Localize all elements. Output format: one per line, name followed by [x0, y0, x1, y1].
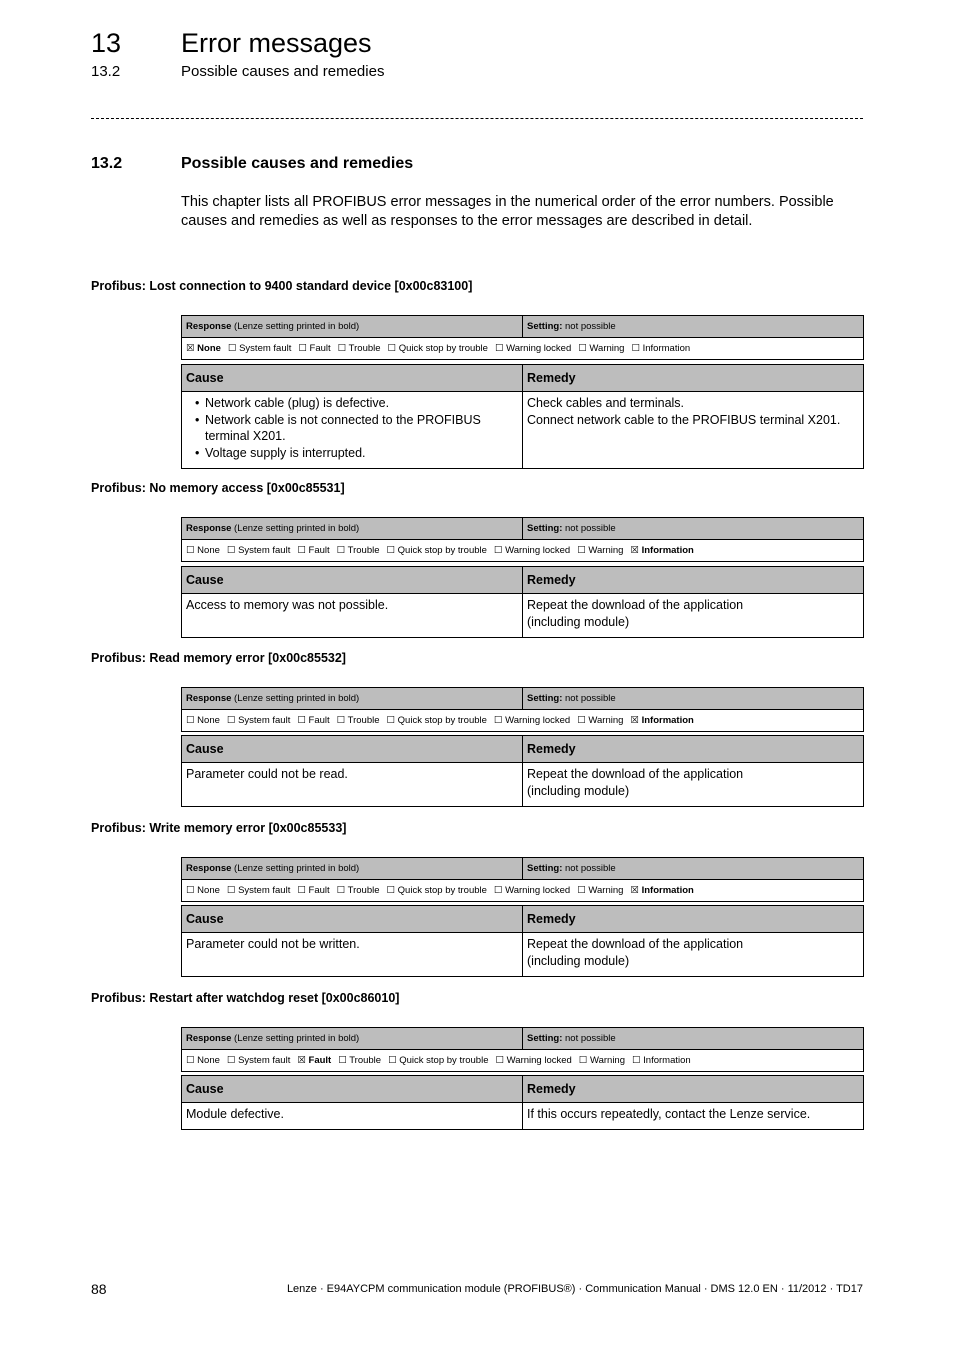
response-option-label: Trouble — [347, 885, 380, 896]
unchecked-box-icon: ☐ — [578, 1055, 588, 1066]
response-label: Response — [186, 693, 232, 704]
remedy-line: (including module) — [527, 614, 630, 629]
remedy-line: Repeat the download of the application — [527, 598, 744, 612]
unchecked-box-icon: ☐ — [186, 715, 195, 726]
unchecked-box-icon: ☐ — [297, 715, 306, 726]
response-option-label: Fault — [308, 715, 330, 726]
unchecked-box-icon: ☐ — [338, 1055, 347, 1066]
error-heading: Profibus: No memory access [0x00c85531] — [91, 481, 345, 495]
response-header-row — [182, 518, 864, 540]
unchecked-box-icon: ☐ — [298, 343, 307, 354]
remedy-header: Remedy — [523, 365, 864, 392]
response-option-fault — [298, 343, 330, 354]
section-number: 13.2 — [91, 155, 123, 172]
checked-box-icon: ☒ — [297, 1055, 306, 1066]
response-option-label: None — [197, 545, 220, 556]
remedy-line: Connect network cable to the PROFIBUS terminal X201. — [527, 412, 841, 427]
response-header-row — [182, 688, 864, 710]
response-header-row — [182, 1028, 864, 1050]
remedy-line: Repeat the download of the application — [527, 767, 744, 781]
response-option-trouble — [337, 885, 380, 896]
unchecked-box-icon: ☐ — [386, 545, 396, 556]
unchecked-box-icon: ☐ — [577, 715, 586, 726]
cause-cell — [182, 594, 523, 638]
cause-item: • Network cable is not connected to the PROFIBUS terminal X201. — [205, 412, 518, 445]
checked-box-icon: ☒ — [186, 343, 195, 354]
response-option-label: Warning — [588, 715, 624, 726]
response-option-label: Trouble — [347, 715, 380, 726]
remedy-line: (including module) — [527, 953, 630, 968]
chapter-title: Error messages — [181, 28, 372, 58]
remedy-cell — [523, 933, 864, 977]
response-option-trouble — [338, 1055, 381, 1066]
response-option-label: Warning — [588, 545, 624, 556]
response-label: Response — [186, 863, 232, 874]
response-option-label: System fault — [238, 1055, 291, 1066]
response-option-label: Fault — [309, 343, 331, 354]
response-header-cell — [182, 518, 523, 540]
unchecked-box-icon: ☐ — [388, 1055, 397, 1066]
response-option-fault — [297, 545, 329, 556]
cause-text: Module defective. — [186, 1107, 284, 1121]
response-option-system-fault — [227, 715, 290, 726]
setting-label: Setting: — [527, 693, 563, 704]
unchecked-box-icon: ☐ — [387, 343, 397, 354]
remedy-line: (including module) — [527, 783, 630, 798]
cause-cell — [182, 1103, 523, 1130]
response-option-none — [186, 343, 221, 354]
setting-label: Setting: — [527, 1033, 563, 1044]
setting-value: not possible — [565, 863, 616, 874]
cause-header: Cause — [182, 906, 523, 933]
remedy-cell — [523, 763, 864, 807]
unchecked-box-icon: ☐ — [494, 343, 504, 354]
response-option-label: Warning locked — [505, 885, 571, 896]
response-option-quick-stop-by-trouble — [388, 343, 488, 354]
response-option-warning-locked — [496, 1055, 572, 1066]
response-option-label: None — [197, 715, 220, 726]
remedy-header: Remedy — [523, 906, 864, 933]
footer-text: Lenze · E94AYCPM communication module (PROFIBUS®) · Communication Manual · DMS 12.0 EN · 11/2012 · TD17 — [286, 1283, 863, 1295]
cause-remedy-row — [182, 763, 864, 807]
response-option-trouble — [337, 715, 380, 726]
remedy-line: Repeat the download of the application — [527, 937, 744, 951]
response-option-label: Information — [641, 885, 694, 896]
error-heading: Profibus: Lost connection to 9400 standard device [0x00c83100] — [91, 279, 473, 293]
unchecked-box-icon: ☐ — [386, 715, 396, 726]
unchecked-box-icon: ☐ — [495, 1055, 505, 1066]
response-note: (Lenze setting printed in bold) — [234, 863, 360, 874]
response-option-label: Warning — [589, 343, 625, 354]
response-option-warning-locked — [495, 343, 571, 354]
checked-box-icon: ☒ — [630, 885, 639, 896]
unchecked-box-icon: ☐ — [577, 885, 586, 896]
unchecked-box-icon: ☐ — [632, 1055, 641, 1066]
unchecked-box-icon: ☐ — [577, 545, 586, 556]
response-header-cell — [182, 316, 523, 338]
response-option-label: Trouble — [349, 1055, 382, 1066]
header-section-number: 13.2 — [91, 63, 121, 80]
unchecked-box-icon: ☐ — [186, 1055, 195, 1066]
response-table — [181, 687, 864, 732]
response-options-row — [182, 540, 864, 562]
response-option-label: Warning — [588, 885, 624, 896]
cause-text: Parameter could not be written. — [186, 937, 360, 951]
remedy-cell — [523, 392, 864, 469]
response-option-label: Quick stop by trouble — [398, 343, 488, 354]
response-option-warning-locked — [494, 715, 570, 726]
response-table — [181, 517, 864, 562]
response-options-cell — [182, 338, 864, 360]
response-option-none — [186, 885, 220, 896]
response-option-label: System fault — [238, 885, 291, 896]
setting-value: not possible — [565, 693, 616, 704]
cause-header: Cause — [182, 1076, 523, 1103]
response-option-label: System fault — [238, 715, 291, 726]
remedy-header: Remedy — [523, 567, 864, 594]
response-options-row — [182, 1050, 864, 1072]
response-table — [181, 315, 864, 360]
page-number: 88 — [91, 1281, 107, 1297]
unchecked-box-icon: ☐ — [297, 545, 306, 556]
response-option-none — [186, 715, 220, 726]
setting-header-cell — [523, 316, 864, 338]
unchecked-box-icon: ☐ — [226, 545, 236, 556]
response-option-label: Information — [641, 545, 694, 556]
response-option-label: Quick stop by trouble — [397, 545, 487, 556]
cause-cell — [182, 763, 523, 807]
error-heading: Profibus: Restart after watchdog reset [0x00c86010] — [91, 991, 400, 1005]
unchecked-box-icon: ☐ — [336, 885, 346, 896]
response-option-warning-locked — [494, 885, 570, 896]
remedy-line: If this occurs repeatedly, contact the Lenze service. — [527, 1107, 811, 1121]
cause-remedy-header-row — [182, 1076, 864, 1103]
response-option-label: None — [197, 1055, 220, 1066]
cause-remedy-row — [182, 594, 864, 638]
response-option-label: Warning — [589, 1055, 625, 1066]
response-option-label: Fault — [308, 545, 330, 556]
response-option-information — [630, 715, 693, 726]
response-option-fault — [297, 715, 329, 726]
section-intro: This chapter lists all PROFIBUS error messages in the numerical order of the error numbers. Possible causes and remedies as well as responses to the error messages are described in detail. — [181, 194, 834, 229]
cause-cell — [182, 392, 523, 469]
setting-value: not possible — [565, 523, 616, 534]
cause-text: Parameter could not be read. — [186, 767, 348, 781]
response-option-label: Information — [641, 715, 694, 726]
response-option-label: Warning locked — [505, 545, 571, 556]
remedy-cell — [523, 1103, 864, 1130]
response-option-warning — [577, 715, 623, 726]
response-option-label: Trouble — [347, 545, 380, 556]
cause-remedy-header-row — [182, 567, 864, 594]
response-option-label: Quick stop by trouble — [399, 1055, 489, 1066]
response-option-label: System fault — [238, 545, 291, 556]
checked-box-icon: ☒ — [630, 715, 639, 726]
cause-remedy-row — [182, 933, 864, 977]
setting-value: not possible — [565, 321, 616, 332]
response-option-label: Warning locked — [505, 715, 571, 726]
response-option-information — [630, 885, 693, 896]
response-option-trouble — [337, 545, 380, 556]
response-option-label: Quick stop by trouble — [397, 715, 487, 726]
unchecked-box-icon: ☐ — [493, 715, 503, 726]
response-option-label: Trouble — [348, 343, 381, 354]
response-option-none — [186, 1055, 220, 1066]
response-option-warning — [579, 1055, 625, 1066]
response-option-label: None — [197, 885, 220, 896]
cause-remedy-table — [181, 1075, 864, 1130]
remedy-line: Check cables and terminals. — [527, 396, 685, 410]
chapter-number: 13 — [91, 28, 122, 58]
response-header-cell — [182, 858, 523, 880]
remedy-header: Remedy — [523, 736, 864, 763]
cause-remedy-header-row — [182, 736, 864, 763]
response-option-label: Warning locked — [506, 343, 572, 354]
response-note: (Lenze setting printed in bold) — [234, 693, 360, 704]
unchecked-box-icon: ☐ — [227, 343, 237, 354]
unchecked-box-icon: ☐ — [337, 343, 347, 354]
response-options-cell — [182, 540, 864, 562]
response-option-label: None — [197, 343, 221, 354]
response-option-warning — [577, 885, 623, 896]
response-option-quick-stop-by-trouble — [387, 545, 487, 556]
response-option-information — [630, 545, 693, 556]
response-label: Response — [186, 321, 232, 332]
cause-item: • Network cable (plug) is defective. — [205, 395, 518, 412]
setting-header-cell — [523, 858, 864, 880]
unchecked-box-icon: ☐ — [493, 885, 503, 896]
response-header-row — [182, 858, 864, 880]
response-option-quick-stop-by-trouble — [387, 885, 487, 896]
cause-text: Access to memory was not possible. — [186, 598, 389, 612]
unchecked-box-icon: ☐ — [226, 1055, 236, 1066]
response-option-warning-locked — [494, 545, 570, 556]
response-options-cell — [182, 880, 864, 902]
response-options-row — [182, 338, 864, 360]
response-option-none — [186, 545, 220, 556]
cause-header: Cause — [182, 736, 523, 763]
response-options-cell — [182, 1050, 864, 1072]
unchecked-box-icon: ☐ — [386, 885, 396, 896]
remedy-header: Remedy — [523, 1076, 864, 1103]
remedy-cell — [523, 594, 864, 638]
cause-header: Cause — [182, 567, 523, 594]
response-header-cell — [182, 688, 523, 710]
response-option-information — [631, 343, 690, 354]
response-option-system-fault — [228, 343, 291, 354]
response-options-row — [182, 710, 864, 732]
setting-label: Setting: — [527, 863, 563, 874]
cause-remedy-row — [182, 1103, 864, 1130]
response-label: Response — [186, 1033, 232, 1044]
response-option-label: Warning locked — [506, 1055, 572, 1066]
setting-label: Setting: — [527, 523, 563, 534]
setting-header-cell — [523, 1028, 864, 1050]
response-option-system-fault — [227, 1055, 290, 1066]
setting-label: Setting: — [527, 321, 563, 332]
response-options-cell — [182, 710, 864, 732]
unchecked-box-icon: ☐ — [336, 715, 346, 726]
unchecked-box-icon: ☐ — [297, 885, 306, 896]
unchecked-box-icon: ☐ — [631, 343, 640, 354]
response-note: (Lenze setting printed in bold) — [234, 1033, 360, 1044]
cause-list — [186, 395, 518, 461]
cause-cell — [182, 933, 523, 977]
unchecked-box-icon: ☐ — [493, 545, 503, 556]
response-option-quick-stop-by-trouble — [387, 715, 487, 726]
response-table — [181, 1027, 864, 1072]
cause-header: Cause — [182, 365, 523, 392]
cause-item: • Voltage supply is interrupted. — [205, 445, 518, 462]
setting-header-cell — [523, 688, 864, 710]
response-option-quick-stop-by-trouble — [388, 1055, 488, 1066]
cause-remedy-header-row — [182, 365, 864, 392]
response-header-cell — [182, 1028, 523, 1050]
unchecked-box-icon: ☐ — [186, 545, 195, 556]
response-table — [181, 857, 864, 902]
response-option-warning — [577, 545, 623, 556]
unchecked-box-icon: ☐ — [578, 343, 587, 354]
response-label: Response — [186, 523, 232, 534]
checked-box-icon: ☒ — [630, 545, 639, 556]
unchecked-box-icon: ☐ — [186, 885, 195, 896]
response-option-label: Quick stop by trouble — [397, 885, 487, 896]
response-option-system-fault — [227, 885, 290, 896]
response-option-trouble — [338, 343, 381, 354]
unchecked-box-icon: ☐ — [226, 885, 236, 896]
response-option-fault — [297, 1055, 331, 1066]
response-option-fault — [297, 885, 329, 896]
cause-remedy-row — [182, 392, 864, 469]
error-heading: Profibus: Read memory error [0x00c85532] — [91, 651, 346, 665]
unchecked-box-icon: ☐ — [226, 715, 236, 726]
response-option-information — [632, 1055, 691, 1066]
response-options-row — [182, 880, 864, 902]
unchecked-box-icon: ☐ — [336, 545, 346, 556]
response-option-label: Fault — [308, 885, 330, 896]
response-header-row — [182, 316, 864, 338]
cause-remedy-table — [181, 905, 864, 977]
cause-remedy-table — [181, 566, 864, 638]
header-divider — [91, 118, 863, 119]
setting-header-cell — [523, 518, 864, 540]
cause-remedy-table — [181, 364, 864, 469]
section-title: Possible causes and remedies — [181, 155, 414, 172]
header-section-title: Possible causes and remedies — [181, 63, 385, 80]
response-note: (Lenze setting printed in bold) — [234, 523, 360, 534]
error-heading: Profibus: Write memory error [0x00c85533] — [91, 821, 347, 835]
response-option-warning — [578, 343, 624, 354]
response-option-label: Fault — [308, 1055, 332, 1066]
response-option-label: System fault — [239, 343, 292, 354]
cause-remedy-table — [181, 735, 864, 807]
response-option-label: Information — [642, 343, 691, 354]
response-note: (Lenze setting printed in bold) — [234, 321, 360, 332]
setting-value: not possible — [565, 1033, 616, 1044]
cause-remedy-header-row — [182, 906, 864, 933]
response-option-label: Information — [643, 1055, 691, 1066]
response-option-system-fault — [227, 545, 290, 556]
